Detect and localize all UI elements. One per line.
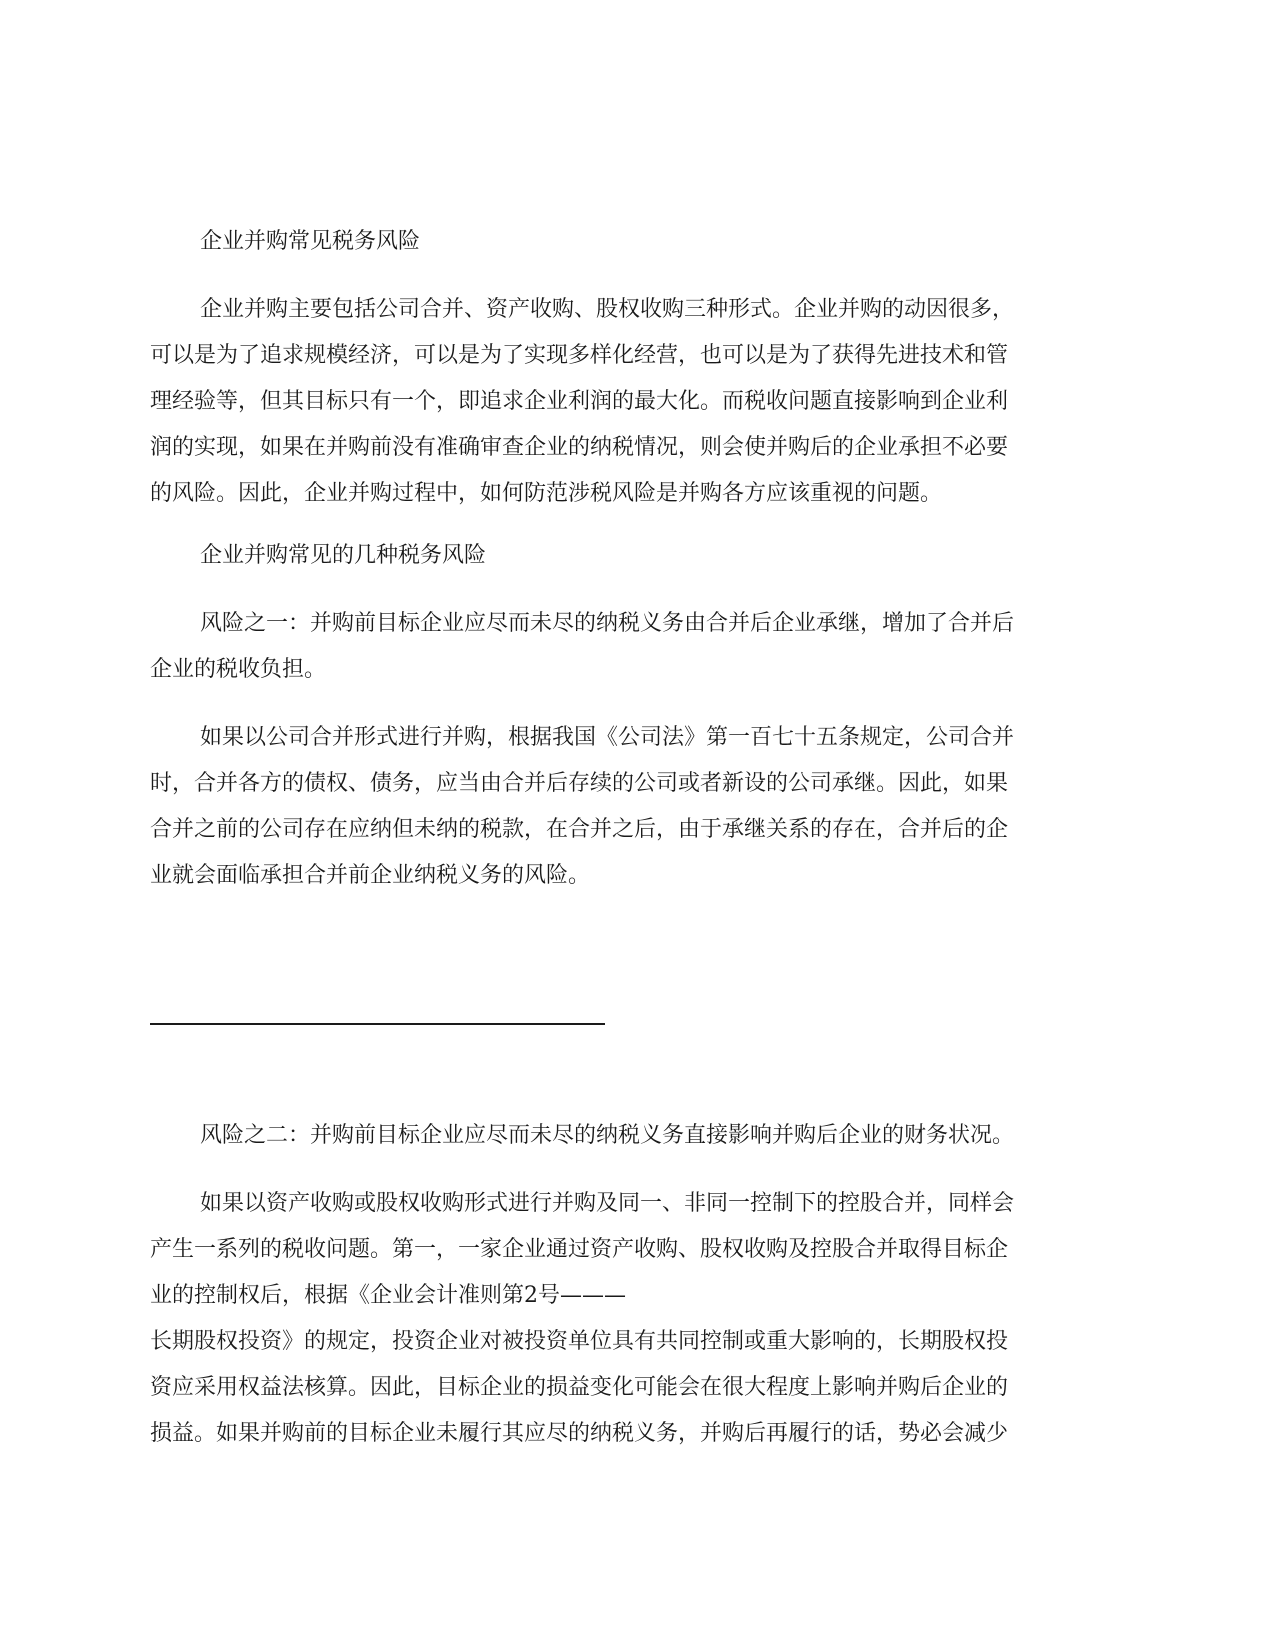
- section-title: 企业并购常见税务风险: [200, 229, 421, 254]
- risk-two-detail-line: 如果以资产收购或股权收购形式进行并购及同一、非同一控制下的控股合并，同样会: [200, 1191, 1015, 1216]
- risk-one-paragraph: [150, 601, 1125, 693]
- intro-line: 润的实现，如果在并购前没有准确审查企业的纳税情况，则会使并购后的企业承担不必要: [150, 435, 1009, 460]
- risk-two-detail-line: 长期股权投资》的规定，投资企业对被投资单位具有共同控制或重大影响的，长期股权投: [150, 1329, 1009, 1354]
- risk-one-line: 企业的税收负担。: [150, 657, 327, 682]
- intro-line: 理经验等，但其目标只有一个，即追求企业利润的最大化。而税收问题直接影响到企业利: [150, 389, 1009, 414]
- risk-two-detail-line: 损益。如果并购前的目标企业未履行其应尽的纳税义务，并购后再履行的话，势必会减少: [150, 1421, 1009, 1446]
- risk-two-heading: 风险之二：并购前目标企业应尽而未尽的纳税义务直接影响并购后企业的财务状况。: [200, 1123, 1015, 1148]
- intro-line: 企业并购主要包括公司合并、资产收购、股权收购三种形式。企业并购的动因很多，: [200, 297, 1015, 322]
- intro-paragraph: [150, 287, 1125, 517]
- intro-line: 可以是为了追求规模经济，可以是为了实现多样化经营，也可以是为了获得先进技术和管: [150, 343, 1009, 368]
- risk-one-detail-paragraph: [150, 715, 1125, 899]
- intro-line: 的风险。因此，企业并购过程中，如何防范涉税风险是并购各方应该重视的问题。: [150, 481, 943, 506]
- risk-one-line: 风险之一：并购前目标企业应尽而未尽的纳税义务由合并后企业承继，增加了合并后: [200, 611, 1015, 636]
- risk-two-detail-line: 业的控制权后，根据《企业会计准则第2号———: [150, 1283, 626, 1308]
- risk-two-detail-line: 产生一系列的税收问题。第一，一家企业通过资产收购、股权收购及控股合并取得目标企: [150, 1237, 1009, 1262]
- risk-one-detail-line: 时，合并各方的债权、债务，应当由合并后存续的公司或者新设的公司承继。因此，如果: [150, 771, 1009, 796]
- risk-one-detail-line: 如果以公司合并形式进行并购，根据我国《公司法》第一百七十五条规定，公司合并: [200, 725, 1015, 750]
- risk-one-detail-line: 合并之前的公司存在应纳但未纳的税款，在合并之后，由于承继关系的存在，合并后的企: [150, 817, 1009, 842]
- risk-two-detail-paragraph: [150, 1181, 1125, 1457]
- subsection-title: 企业并购常见的几种税务风险: [200, 543, 487, 568]
- risk-two-detail-line: 资应采用权益法核算。因此，目标企业的损益变化可能会在很大程度上影响并购后企业的: [150, 1375, 1009, 1400]
- risk-one-detail-line: 业就会面临承担合并前企业纳税义务的风险。: [150, 863, 591, 888]
- footnote-divider: [150, 1023, 605, 1025]
